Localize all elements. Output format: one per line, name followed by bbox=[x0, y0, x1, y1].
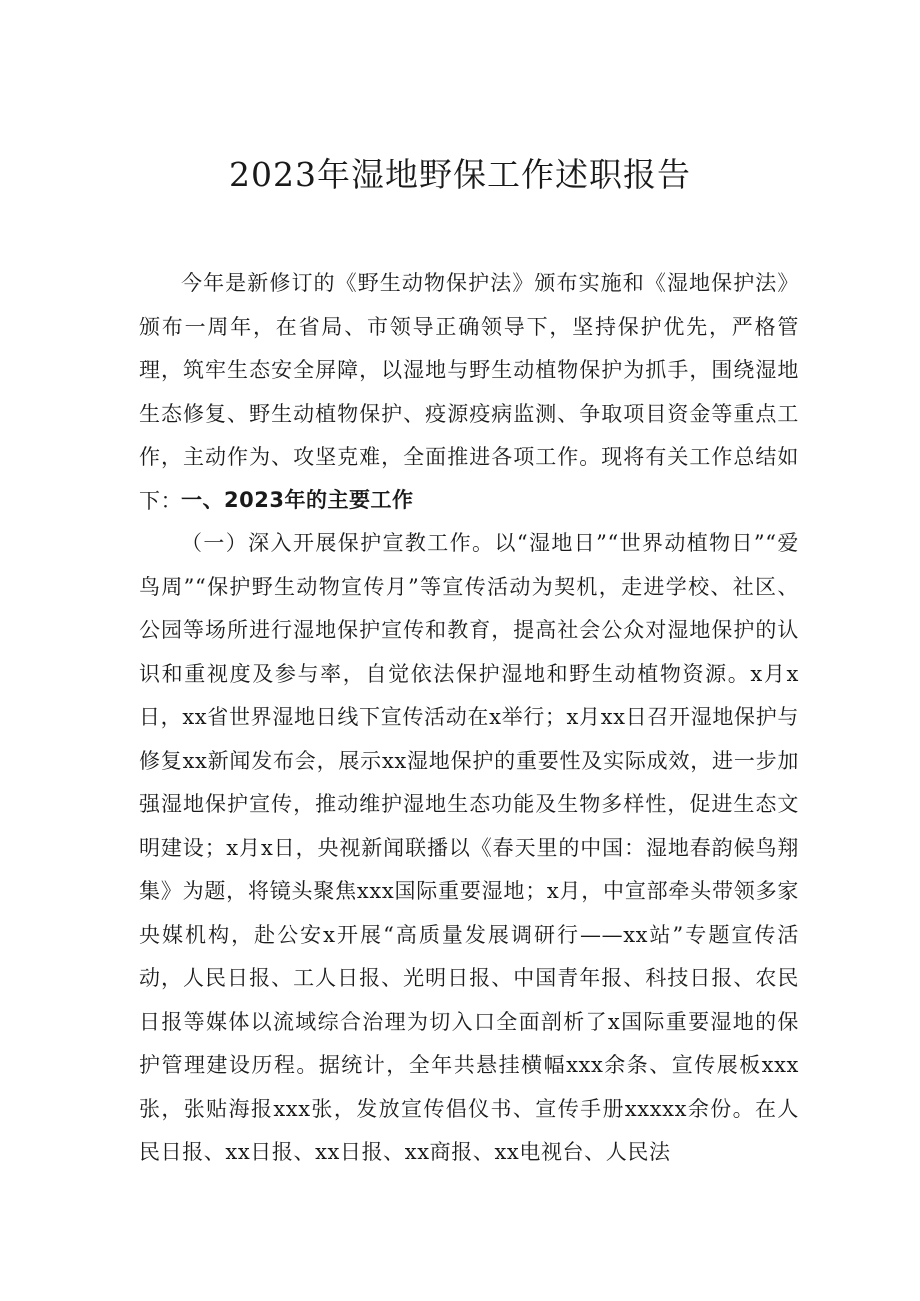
document-title: 2023年湿地野保工作述职报告 bbox=[229, 155, 691, 194]
paragraph-publicity-education: （一）深入开展保护宣教工作。以“湿地日”“世界动植物日”“爱鸟周”“保护野生动物宣传月”等宣传活动为契机，走进学校、社区、公园等场所进行湿地保护宣传和教育，提高社会公众对湿地保护的认识和重视度及参与率，自觉依法保护湿地和野生动植物资源。x月x日，xx省世界湿地日线下宣传活动在x举行；x月xx日召开湿地保护与修复xx新闻发布会，展示xx湿地保护的重要性及实际成效，进一步加强湿地保护宣传，推动维护湿地生态功能及生物多样性，促进生态文明建设；x月x日，央视新闻联播以《春天里的中国：湿地春韵候鸟翔集》为题，将镜头聚焦xxx国际重要湿地；x月，中宣部牵头带领多家央媒机构，赴公安x开展“高质量发展调研行——xx站”专题宣传活动，人民日报、工人日报、光明日报、中国青年报、科技日报、农民日报等媒体以流域综合治理为切入口全面剖析了x国际重要湿地的保护管理建设历程。据统计，全年共悬挂横幅xxx余条、宣传展板xxx张，张贴海报xxx张，发放宣传倡仪书、宣传手册xxxxx余份。在人民日报、xx日报、xx日报、xx商报、xx电视台、人民法 bbox=[139, 531, 799, 1164]
section-heading-main-work: 一、2023年的主要工作 bbox=[181, 488, 414, 512]
intro-paragraph: 今年是新修订的《野生动物保护法》颁布实施和《湿地保护法》颁布一周年，在省局、市领导正确领导下，坚持保护优先，严格管理，筑牢生态安全屏障，以湿地与野生动植物保护为抓手，围绕湿地生态修复、野生动植物保护、疫源疫病监测、争取项目资金等重点工作，主动作为、攻坚克难，全面推进各项工作。现将有关工作总结如下： bbox=[139, 271, 799, 513]
